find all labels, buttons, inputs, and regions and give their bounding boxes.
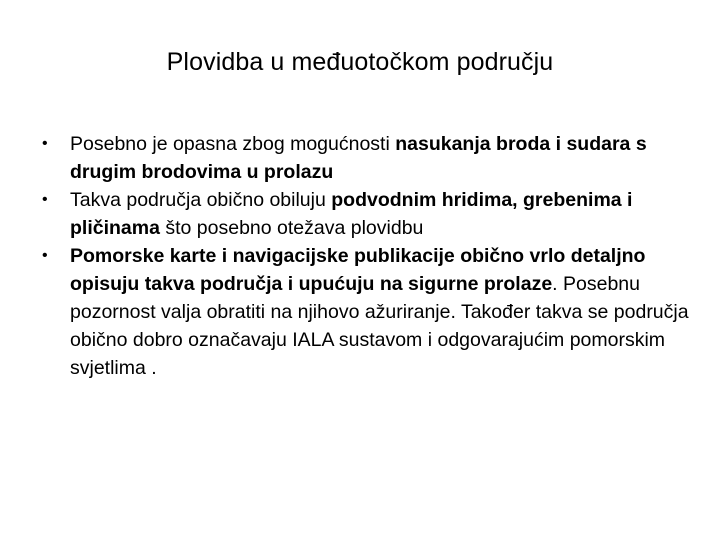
- bullet-text-regular: Posebno je opasna zbog mogućnosti: [70, 133, 396, 155]
- bullet-text-regular: . Posebnu pozornost valja obratiti na njihovo ažuriranje. Također takva se područja obično dobro označavaju IALA sustavom i odgovarajućim pomorskim svjetlima .: [70, 273, 689, 379]
- bullet-item-2: [40, 186, 690, 242]
- bullet-text-bold: Pomorske karte i navigacijske publikacije obično vrlo detaljno opisuju takva područja i upućuju na sigurne prolaze: [70, 245, 646, 295]
- bullet-text-regular: što posebno otežava plovidbu: [159, 217, 424, 239]
- bullet-text-bold: podvodnim hridima, grebenima i pličinama: [70, 189, 633, 239]
- bullet-item-3: [40, 242, 690, 382]
- bullet-text-regular: Takva područja obično obiluju: [70, 189, 332, 211]
- slide-title: Plovidba u međuotočkom području: [166, 48, 554, 76]
- bullet-text-bold: nasukanja broda i sudara s drugim brodovima u prolazu: [70, 133, 647, 183]
- bullet-marker: •: [42, 135, 48, 152]
- bullet-item-1: [40, 130, 690, 186]
- bullet-list: [40, 130, 690, 382]
- bullet-marker: •: [42, 191, 48, 208]
- bullet-marker: •: [42, 247, 48, 264]
